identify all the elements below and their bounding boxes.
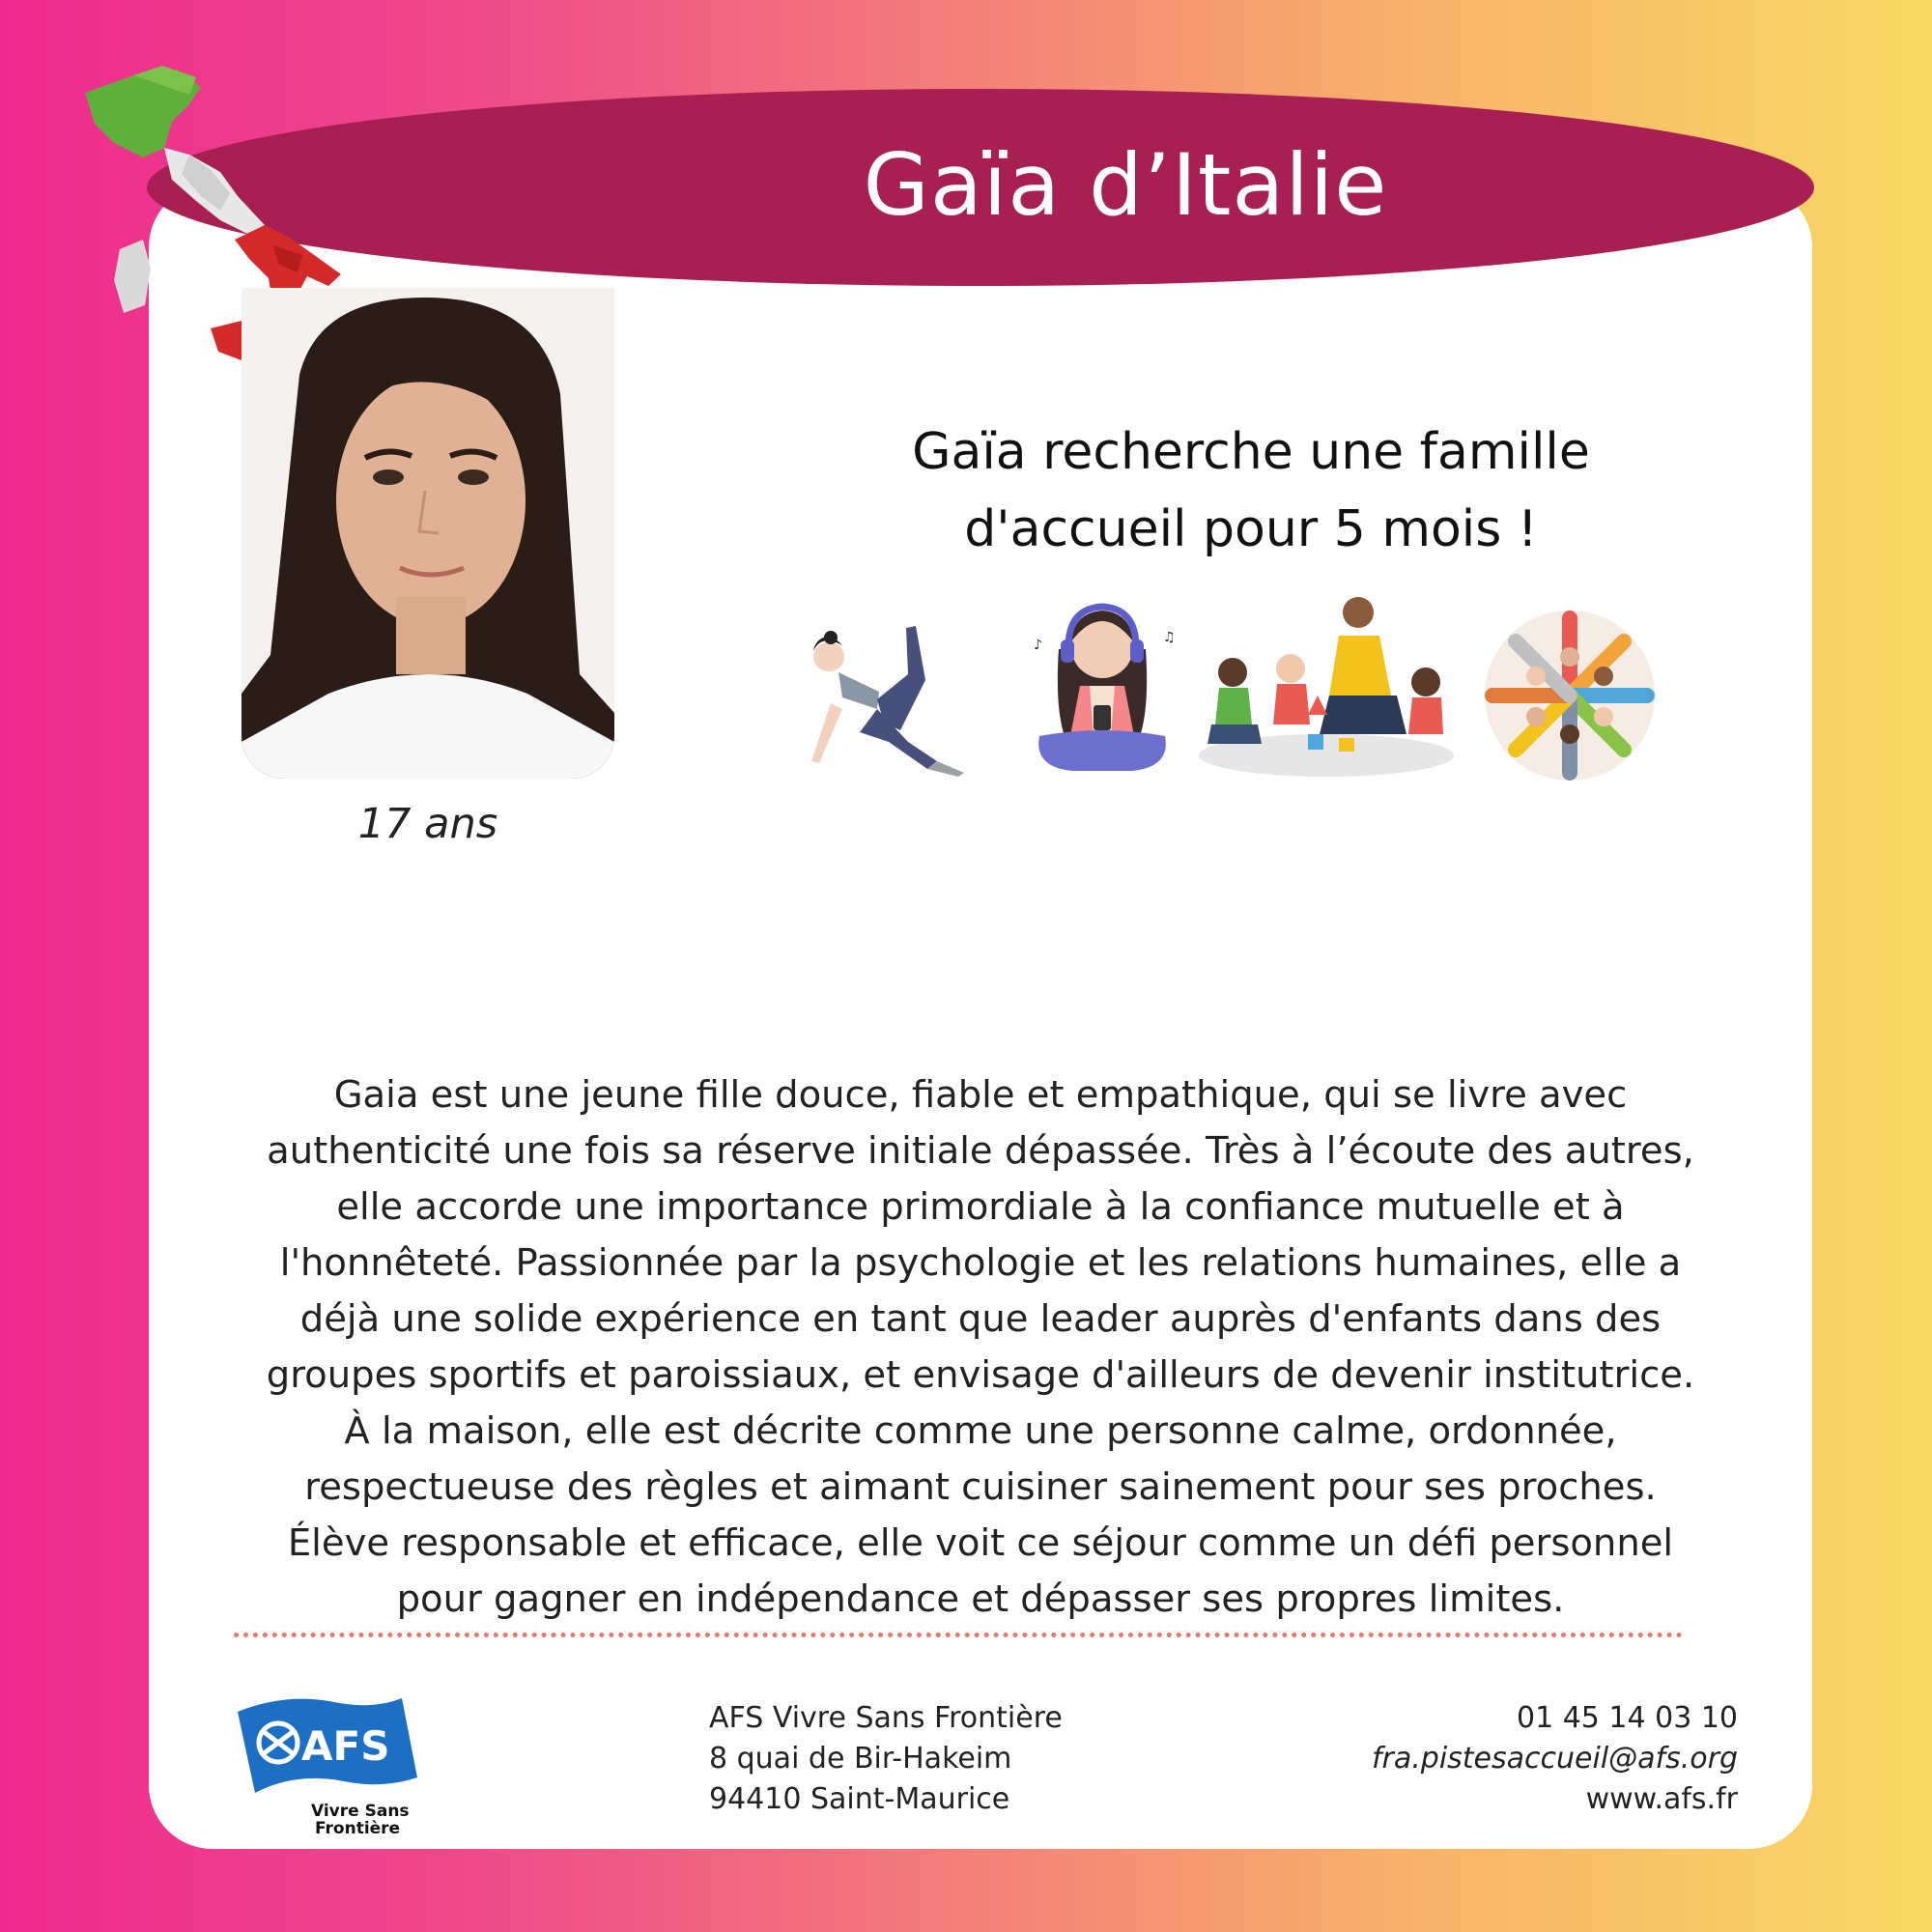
children-play-icon — [1194, 589, 1459, 779]
title-banner — [147, 89, 1814, 286]
bio-line: l'honnêteté. Passionnée par la psychologie et les relations humaines, elle a — [279, 1241, 1682, 1285]
phone-number[interactable]: 01 45 14 03 10 — [1516, 1701, 1738, 1735]
student-age: 17 ans — [357, 800, 498, 848]
bio-line: elle accorde une importance primordiale à la confiance mutuelle et à — [336, 1185, 1625, 1229]
bio-line: pour gagner en indépendance et dépasser ses propres limites. — [396, 1577, 1565, 1621]
email-link[interactable]: fra.pistesaccueil@afs.org — [1371, 1742, 1738, 1776]
headline-line-1: Gaïa recherche une famille — [912, 423, 1590, 481]
bio-line: groupes sportifs et paroissiaux, et envisage d'ailleurs de devenir institutrice. — [266, 1353, 1695, 1397]
website-link[interactable]: www.afs.fr — [1585, 1782, 1738, 1816]
svg-text:♪: ♪ — [1034, 638, 1042, 653]
bio-line: Gaia est une jeune fille douce, fiable et empathique, qui se livre avec — [333, 1073, 1628, 1117]
bio-line: respectueuse des règles et aimant cuisiner sainement pour ses proches. — [304, 1465, 1657, 1509]
student-photo — [242, 288, 614, 779]
yoga-icon — [792, 616, 985, 781]
address-line-1: AFS Vivre Sans Frontière — [709, 1701, 1063, 1735]
headline — [802, 413, 1700, 568]
address-line-3: 94410 Saint-Maurice — [709, 1782, 1010, 1816]
student-description — [203, 1067, 1758, 1628]
bio-line: authenticité une fois sa réserve initiale dépassée. Très à l’écoute des autres, — [267, 1129, 1694, 1173]
headline-line-2: d'accueil pour 5 mois ! — [964, 500, 1538, 558]
contact-info — [1372, 1698, 1738, 1820]
bio-line: À la maison, elle est décrite comme une personne calme, ordonnée, — [344, 1409, 1617, 1453]
logo-subtitle-1: Vivre Sans — [311, 1802, 410, 1821]
music-listening-icon — [1026, 591, 1179, 781]
page-title: Gaïa d’Italie — [863, 134, 1388, 235]
bio-line: déjà une solide expérience en tant que leader auprès d'enfants dans des — [299, 1297, 1662, 1341]
people-circle-icon — [1483, 609, 1657, 782]
address-line-2: 8 quai de Bir-Hakeim — [709, 1742, 1012, 1776]
logo-text: AFS — [301, 1722, 390, 1770]
svg-text:♫: ♫ — [1163, 630, 1176, 645]
afs-logo[interactable] — [228, 1692, 421, 1837]
footer-divider — [234, 1633, 1683, 1637]
logo-subtitle-2: Frontière — [315, 1819, 401, 1837]
bio-line: Élève responsable et efficace, elle voit ce séjour comme un défi personnel — [287, 1521, 1674, 1565]
postal-address — [709, 1698, 1063, 1820]
